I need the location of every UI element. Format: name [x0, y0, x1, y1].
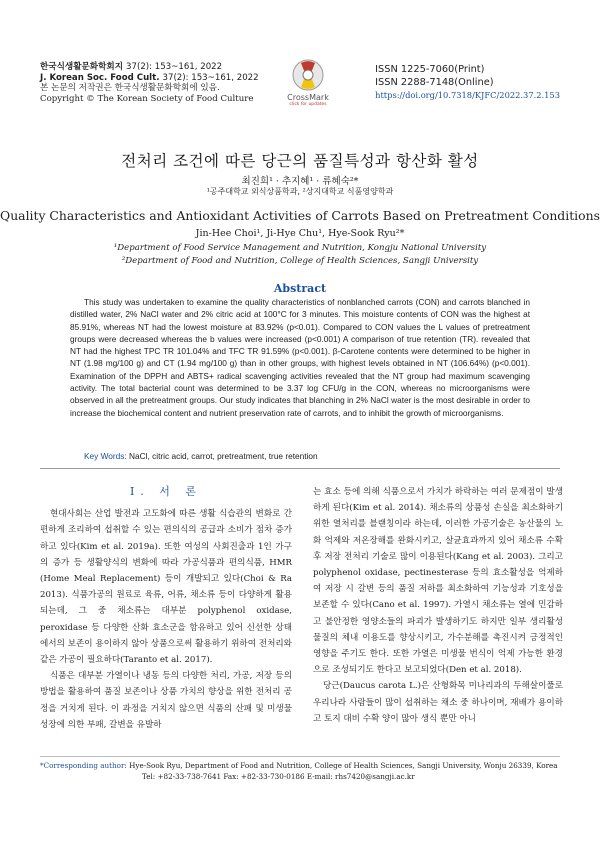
issn-online: ISSN 2288-7148(Online): [375, 76, 494, 88]
journal-en-issue: 37(2): 153~161, 2022: [162, 72, 259, 83]
paragraph-1: 현대사회는 산업 발전과 고도화에 따른 생활 식습관의 변화로 간편하게 조리하여 섭취할 수 있는 편의식의 공급과 소비가 점차 증가하고 있다(Kim et al. 2019a). 또한 여성의 사회진출과 1인 가구의 증가 등 생활양식의 변화에 따라 가공식품과 편의식품, HMR (Home Meal Replacement) 등이 개발되고 있다(Choi & Ra 2013). 식품가공의 원료로 육류, 어류, 채소류 등이 다양하게 활용되는데, 그 중 채소류는 대부분 polyphenol oxidase, peroxidase 등 다양한 산화 효소군을 함유하고 있어 신선한 상태에서의 보존이 용이하지 않아 상품으로써 활용하기 위하여 전처리와 같은 가공이 필요하다(Taranto et al. 2017).: [40, 509, 292, 666]
affiliations-english: [0, 242, 600, 267]
paragraph-2: 식품은 대부분 가열이나 냉동 등의 다양한 처리, 가공, 저장 등의 방법을 활용하여 품질 보존이나 상품 가치의 향상을 위한 전처리 공정을 거치게 된다. 이 과정을 거치지 않으면 식품의 산패 및 미생물 성장에 의한 부패, 갈변을 유발하: [40, 671, 292, 730]
body-column-right: [313, 484, 563, 727]
keywords-text: NaCl, citric acid, carrot, pretreatment, true retention: [129, 451, 318, 461]
keywords-label: Key Words:: [84, 451, 127, 461]
authors-english: Jin-Hee Choi¹, Ji-Hye Chu¹, Hye-Sook Ryu²*: [195, 228, 405, 239]
journal-name-en: J. Korean Soc. Food Cult.: [40, 72, 160, 83]
affiliation-en-2: ²Department of Food and Nutrition, College of Health Sciences, Sangji University: [121, 255, 479, 266]
copyright-ko: 본 논문의 저작권은 한국식생활문화학회에 있음.: [40, 83, 220, 94]
paragraph-3: 는 효소 등에 의해 식품으로서 가치가 하락하는 여러 문제점이 발생하게 된다(Kim et al. 2014). 채소류의 상품성 손실을 최소화하기 위한 열처리를 블랜칭이라 하는데, 이러한 가공기술은 농산물의 노화 억제와 저온장해를 완화시키고, 살균효과까지 있어 채소류 수확 후 저장 전처리 기술로 많이 이용된다(Kang et al. 2003). 그리고 polyphenol oxidase, pectinesterase 등의 효소활성을 억제하여 저장 시 갈변 등의 품질 저하를 최소화하여 기능성과 기호성을 보존할 수 있다(Cano et al. 1997). 가열시 채소류는 열에 민감하고 불안정한 영양소들의 파괴가 발생하기도 하지만 일부 생리활성물질의 체내 이용도를 향상시키고, 가수분해를 촉진시켜 긍정적인 영향을 주기도 한다. 또한 가열은 미생물 번식이 억제 가능한 환경으로 조성되기도 한다고 보고되었다(Den et al. 2018).: [313, 487, 563, 676]
crossmark-label: CrossMark: [287, 93, 329, 102]
journal-ko-line: [40, 62, 259, 73]
abstract-divider: [40, 468, 560, 469]
paragraph-4: 당근(Daucus carota L.)은 산형화목 미나리과의 두해살이풀로 우리나라 사람들이 많이 섭취하는 채소 중 하나이며, 재배가 용이하고 토지 대비 수확 양이 많아 생식 뿐만 아니: [313, 681, 563, 724]
abstract-text: This study was undertaken to examine the quality characteristics of nonblanched carrots (CON) and carrots blanched in distilled water, 2% NaCl water and 2% citric acid at 100°C for 3 minutes. This moisture contents of CON was the highest at 85.91%, whereas NT had the lowest moisture at 83.92% (p<0.01). Compared to CON values the L values of pretreatment groups were decreased whereas the b values were increased (p<0.001) A comparison of true retention (TR). revealed that NT had the highest TPC TR 101.04% and TFC TR 91.59% (p<0.001). β-Carotene contents were determined to be higher in NT (1.98 mg/100 g) and CT (1.94 mg/100 g) than in other groups, with highest levels obtained in NT (106.64%) (p<0.001). Examination of the DPPH and ABTS+ radical scavenging activities revealed that the NT group had maximum scavenging activity. The total bacterial count was determined to be 3.37 log CFU/g in the CON, whereas no microorganisms were observed in all the pretreatment groups. Our study indicates that blanching in 2% NaCl water is the most desirable in order to increase the biochemical content and nutrient preservation rate of carrots, and to inhibit the growth of microorganisms.: [70, 297, 530, 418]
crossmark-sublabel: click for updates: [289, 102, 327, 107]
authors-korean: 최진희¹ · 추지혜¹ · 류혜숙²*: [241, 176, 359, 187]
keywords: [84, 451, 318, 461]
footnote-divider: [40, 756, 560, 757]
crossmark-badge[interactable]: [283, 57, 333, 119]
affiliations-korean: ¹공주대학교 외식상품학과, ²상지대학교 식품영양학과: [206, 187, 394, 196]
body-column-left: [40, 484, 292, 733]
issn-block: [375, 64, 560, 102]
title-korean: 전처리 조건에 따른 당근의 품질특성과 항산화 활성: [121, 152, 479, 170]
doi-link[interactable]: https://doi.org/10.7318/KJFC/2022.37.2.153: [375, 90, 560, 100]
affiliation-en-1: ¹Department of Food Service Management and Nutrition, Kongju National University: [113, 243, 487, 253]
crossmark-icon: [291, 57, 325, 93]
corresponding-author-footnote: [40, 761, 558, 782]
journal-name-ko: 한국식생활문화학회지: [40, 62, 124, 72]
journal-ko-issue: 37(2): 153~161, 2022: [126, 62, 223, 72]
copyright-en: Copyright © The Korean Society of Food Culture: [40, 93, 254, 104]
footnote-label: *Corresponding author:: [40, 761, 127, 770]
journal-info: [40, 62, 259, 104]
journal-en-line: [40, 73, 259, 84]
footnote-line-2: Tel: +82-33-738-7641 Fax: +82-33-730-0186 E-mail: rhs7420@sangji.ac.kr: [142, 771, 415, 781]
title-english: Quality Characteristics and Antioxidant Activities of Carrots Based on Pretreatment Conditions: [0, 208, 600, 223]
abstract-heading: Abstract: [273, 282, 327, 295]
footnote-line-1: Hye-Sook Ryu, Department of Food and Nutrition, College of Health Sciences, Sangji University, Wonju 26339, Korea: [129, 761, 558, 770]
issn-print: ISSN 1225-7060(Print): [375, 64, 485, 75]
section-heading-introduction: I. 서 론: [129, 485, 203, 498]
